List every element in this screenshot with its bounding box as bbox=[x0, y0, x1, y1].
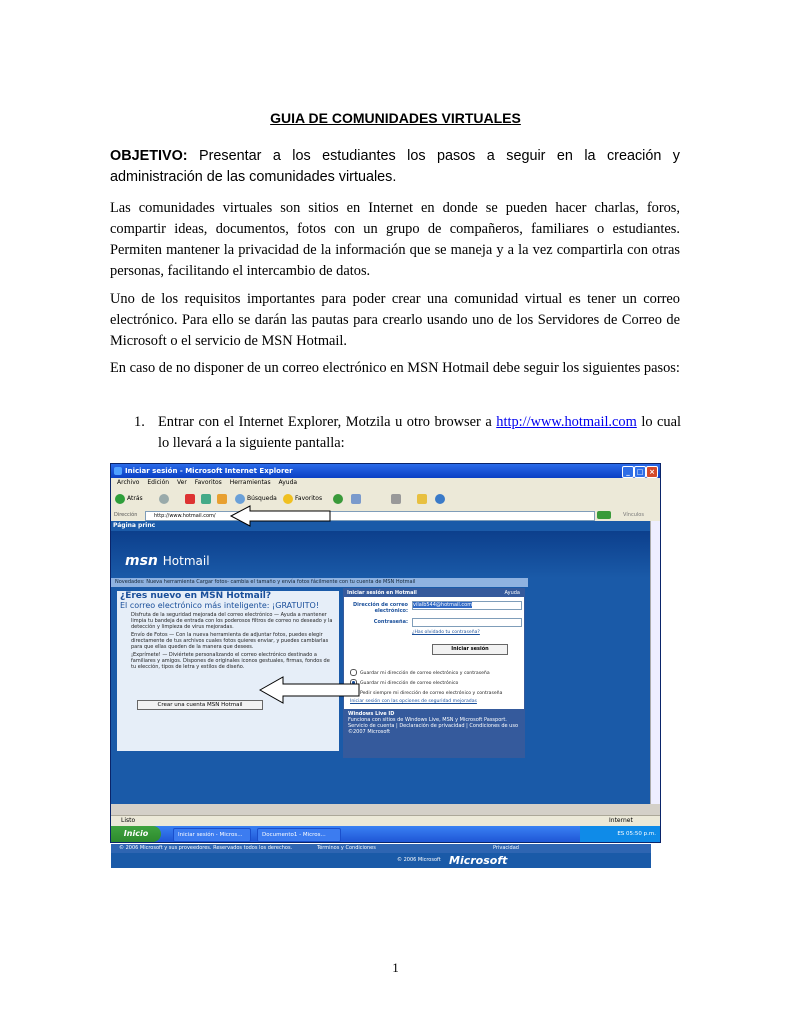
arrow-address-annotation bbox=[230, 505, 332, 527]
refresh-icon[interactable] bbox=[201, 493, 213, 505]
taskbar bbox=[111, 826, 660, 842]
step-1 bbox=[136, 412, 681, 454]
back-label: Atrás bbox=[127, 495, 143, 502]
document-title: GUIA DE COMUNIDADES VIRTUALES bbox=[270, 110, 521, 126]
favorites-label: Favoritos bbox=[295, 495, 323, 502]
maximize-icon[interactable]: □ bbox=[634, 466, 646, 478]
home-icon[interactable] bbox=[217, 493, 229, 505]
menu-herramientas[interactable]: Herramientas bbox=[229, 479, 271, 486]
paragraph-intro: Las comunidades virtuales son sitios en Internet en donde se pueden hacer charlas, foros, compartir ideas, documentos, fotos con un grupo de compañeros, familiares o estudiantes. Permiten mantener la privacidad de la información que se maneja y a la vez compartirla con otras personas, facilitando el intercambio de datos. bbox=[110, 200, 680, 279]
search-label: Búsqueda bbox=[247, 495, 277, 502]
paragraph-requirements: Uno de los requisitos importantes para poder crear una comunidad virtual es tener un correo electrónico. Para ello se darán las pautas para crearlo usando uno de los Servidores de Correo de Microsoft o el servicio de MSN Hotmail. bbox=[110, 291, 680, 349]
live-id-copyright: ©2007 Microsoft bbox=[348, 729, 391, 735]
radio-label: Guardar mi dirección de correo electrónico bbox=[360, 681, 459, 686]
login-box bbox=[343, 588, 525, 758]
history-icon[interactable] bbox=[333, 493, 345, 505]
news-bar: Novedades: Nueva herramienta Cargar fotos- cambia el tamaño y envía fotos fácilmente con tu cuenta de MSN Hotmail bbox=[111, 578, 528, 587]
status-bar bbox=[111, 815, 660, 826]
task-word[interactable]: Documento1 - Micros... bbox=[257, 828, 341, 842]
footer-privacy-link[interactable]: Privacidad bbox=[493, 845, 519, 851]
browser-toolbar bbox=[111, 488, 660, 511]
microsoft-logo: Microsoft bbox=[449, 854, 508, 867]
status-text: Listo bbox=[121, 817, 136, 824]
address-input[interactable]: http://www.hotmail.com/ bbox=[145, 511, 595, 521]
footer-terms-link[interactable]: Términos y Condiciones bbox=[317, 845, 376, 851]
mail-icon[interactable] bbox=[351, 493, 363, 505]
live-id-title: Windows Live ID bbox=[348, 711, 395, 717]
page-number: 1 bbox=[392, 960, 399, 975]
remember-radio[interactable] bbox=[350, 669, 490, 676]
msn-hotmail-logo bbox=[125, 553, 210, 569]
promo-panel bbox=[117, 591, 339, 751]
links-label: Vínculos bbox=[623, 512, 644, 518]
hotmail-header bbox=[111, 531, 651, 578]
create-account-button[interactable]: Crear una cuenta MSN Hotmail bbox=[137, 700, 263, 710]
address-bar bbox=[111, 510, 660, 521]
microsoft-footer bbox=[111, 853, 651, 868]
login-help-link[interactable]: Ayuda bbox=[504, 590, 520, 596]
step-text-after: lo cual lo llevará a la siguiente pantalla: bbox=[158, 414, 682, 451]
radio-icon bbox=[350, 669, 357, 676]
promo-bullet: ¡Exprímete! — Diviértete personalizando el correo electrónico destinado a familiares y amigos. Dispones de originales iconos gestuales, firmas, fondos de tu elección, tipos de letra y estilos de diseño. bbox=[131, 652, 330, 670]
minimize-icon[interactable]: _ bbox=[622, 466, 634, 478]
forgot-password-link[interactable]: ¿Has olvidado tu contraseña? bbox=[412, 630, 480, 635]
promo-bullet: Envío de Fotos — Con la nueva herramienta de adjuntar fotos, puedes elegir directamente de tus archivos cuales fotos quieres enviar, y puedes cambiarlas para que ellas queden de la manera que desees. bbox=[131, 632, 329, 650]
live-id-box bbox=[344, 709, 524, 757]
live-id-links[interactable]: Servicio de cuenta | Declaración de privacidad | Condiciones de uso bbox=[348, 723, 519, 729]
password-input[interactable] bbox=[412, 618, 522, 627]
objective bbox=[110, 146, 680, 188]
remember-radio[interactable] bbox=[350, 679, 458, 686]
menu-bar bbox=[111, 478, 660, 488]
footer-copyright: © 2006 Microsoft y sus proveedores. Reservados todos los derechos. bbox=[119, 845, 293, 851]
live-id-text: Funciona con sitios de Windows Live, MSN y Microsoft Passport. bbox=[348, 717, 507, 723]
menu-archivo[interactable]: Archivo bbox=[117, 479, 140, 486]
vertical-scrollbar[interactable] bbox=[650, 521, 660, 804]
search-icon bbox=[235, 494, 245, 504]
start-button[interactable]: Inicio bbox=[111, 826, 161, 842]
print-icon[interactable] bbox=[391, 493, 403, 505]
login-header bbox=[344, 589, 524, 597]
search-button[interactable] bbox=[235, 493, 277, 505]
window-titlebar bbox=[111, 464, 660, 478]
arrow-create-annotation bbox=[259, 676, 361, 704]
paragraph-steps-intro: En caso de no disponer de un correo electrónico en MSN Hotmail debe seguir los siguientes pasos: bbox=[110, 360, 680, 376]
back-arrow-icon bbox=[115, 494, 125, 504]
ie-icon bbox=[114, 467, 122, 475]
menu-ayuda[interactable]: Ayuda bbox=[278, 479, 298, 486]
star-icon bbox=[283, 494, 293, 504]
promo-subheadline: El correo electrónico más inteligente: ¡GRATUITO! bbox=[120, 601, 320, 610]
radio-label: Guardar mi dirección de correo electrónico y contraseña bbox=[360, 671, 490, 676]
password-label: Contraseña: bbox=[373, 619, 408, 625]
go-icon[interactable] bbox=[597, 511, 611, 519]
promo-bullet: Disfruta de la seguridad mejorada del correo electrónico — Ayuda a mantener limpia tu bandeja de entrada con los poderosos filtros de correo no deseado y la detección y limpieza de virus mejoradas. bbox=[131, 612, 333, 630]
menu-favoritos[interactable]: Favoritos bbox=[194, 479, 222, 486]
logo-msn: msn bbox=[125, 553, 158, 569]
folder-icon[interactable] bbox=[417, 493, 429, 505]
step-number: 1. bbox=[134, 414, 145, 430]
security-link[interactable]: Iniciar sesión con las opciones de seguridad mejoradas bbox=[350, 699, 477, 704]
step-text bbox=[158, 412, 681, 454]
menu-edicion[interactable]: Edición bbox=[147, 479, 170, 486]
remember-radio[interactable] bbox=[350, 689, 502, 696]
messenger-icon[interactable] bbox=[435, 493, 447, 505]
favorites-button[interactable] bbox=[283, 493, 322, 505]
step-text-before: Entrar con el Internet Explorer, Motzila u otro browser a bbox=[158, 414, 497, 430]
stop-icon[interactable] bbox=[185, 493, 197, 505]
login-header-title: Iniciar sesión en Hotmail bbox=[347, 590, 417, 596]
email-label: Dirección de correo electrónico: bbox=[353, 602, 408, 614]
close-icon[interactable]: × bbox=[646, 466, 658, 478]
logo-hotmail: Hotmail bbox=[162, 554, 210, 568]
system-tray: ES 05:50 p.m. bbox=[580, 826, 660, 842]
objective-label: OBJETIVO: bbox=[110, 148, 188, 164]
page-footer bbox=[111, 844, 651, 853]
email-input[interactable] bbox=[412, 601, 522, 610]
forward-icon[interactable] bbox=[159, 493, 171, 505]
sign-in-button[interactable]: Iniciar sesión bbox=[432, 644, 508, 655]
task-ie[interactable]: Iniciar sesión - Micros... bbox=[173, 828, 251, 842]
menu-ver[interactable]: Ver bbox=[177, 479, 187, 486]
back-button[interactable] bbox=[115, 493, 143, 505]
zone-text: Internet bbox=[609, 817, 633, 824]
footer-ms-copyright: © 2006 Microsoft bbox=[397, 857, 441, 863]
email-value: vilalb544@hotmail.com bbox=[413, 602, 473, 608]
page-label: Página princ bbox=[113, 522, 156, 529]
address-label: Dirección bbox=[114, 512, 138, 518]
hotmail-link[interactable]: http://www.hotmail.com bbox=[496, 414, 637, 430]
window-title: Iniciar sesión - Microsoft Internet Explorer bbox=[125, 467, 293, 475]
radio-label: Pedir siempre mi dirección de correo electrónico y contraseña bbox=[360, 691, 503, 696]
hotmail-screenshot bbox=[110, 463, 661, 867]
promo-headline: ¿Eres nuevo en MSN Hotmail? bbox=[120, 591, 272, 601]
objective-text: Presentar a los estudiantes los pasos a seguir en la creación y administración de las comunidades virtuales. bbox=[110, 148, 680, 185]
